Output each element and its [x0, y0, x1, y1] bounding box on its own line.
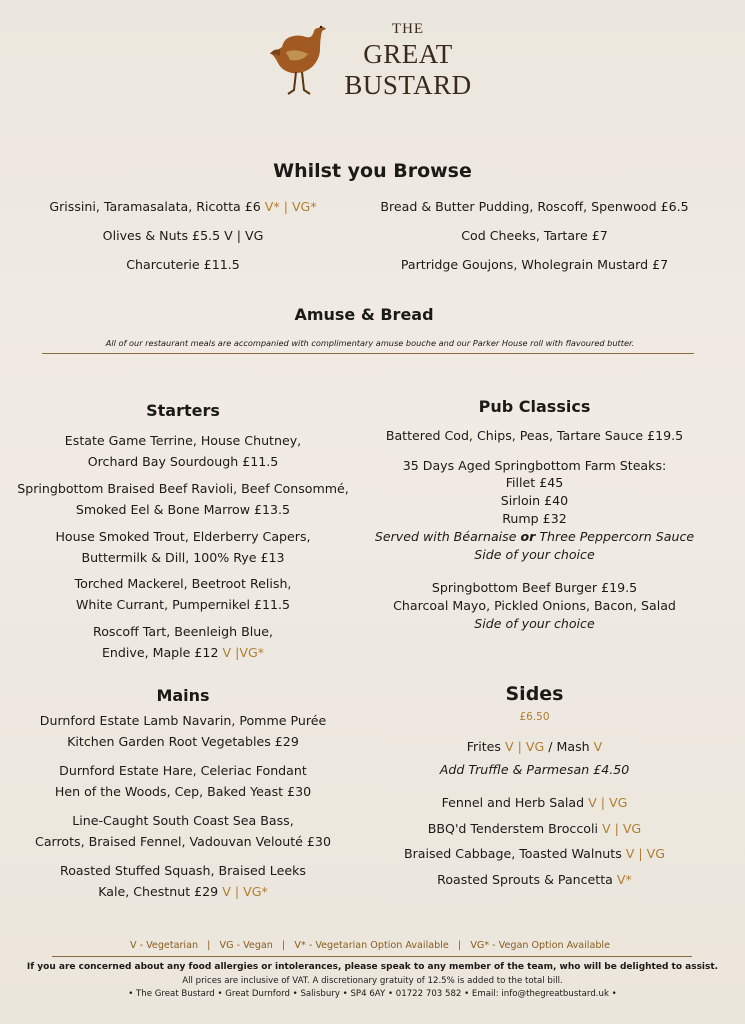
- browse-item-charcuterie: Charcuterie £11.5: [126, 257, 240, 272]
- starters-title: Starters: [146, 401, 220, 420]
- pub-item-cod: Battered Cod, Chips, Peas, Tartare Sauce £19.5: [385, 428, 684, 443]
- browse-title: Whilst you Browse: [273, 160, 472, 182]
- steak-sauce-note: Served with Béarnaise or Three Peppercorn Sauce: [374, 529, 695, 544]
- main-item: Durnford Estate Hare, Celeriac Fondant Hen of the Woods, Cep, Baked Yeast £30: [54, 763, 312, 799]
- side-item-frites-mash: Frites V | VG / Mash V: [466, 739, 603, 754]
- browse-item-olives: Olives & Nuts £5.5 V | VG: [102, 228, 264, 243]
- pub-item-steaks: 35 Days Aged Springbottom Farm Steaks:: [402, 458, 667, 473]
- address-line: • The Great Bustard • Great Durnford • Salisbury • SP4 6AY • 01722 703 582 • Email: info@thegreatbustard.uk •: [128, 989, 617, 999]
- dietary-legend: V - Vegetarian | VG - Vegan | V* - Vegetarian Option Available | VG* - Vegan Option Available: [129, 940, 610, 951]
- allergy-notice: If you are concerned about any food allergies or intolerances, please speak to any member of the team, who will be delighted to assist.: [26, 962, 719, 972]
- steak-rump: Rump £32: [502, 511, 567, 526]
- main-item: Roasted Stuffed Squash, Braised Leeks Kale, Chestnut £29 V | VG*: [60, 863, 306, 899]
- amuse-divider: [42, 353, 694, 354]
- pub-classics-title: Pub Classics: [478, 397, 591, 416]
- steak-sirloin: Sirloin £40: [500, 493, 569, 508]
- side-item: BBQ'd Tenderstem Broccoli V | VG: [427, 821, 642, 836]
- starter-item: House Smoked Trout, Elderberry Capers, Buttermilk & Dill, 100% Rye £13: [55, 529, 311, 565]
- steak-fillet: Fillet £45: [505, 475, 564, 490]
- sides-price: £6.50: [519, 711, 550, 723]
- burger-side-note: Side of your choice: [474, 616, 595, 631]
- pub-item-burger: Springbottom Beef Burger £19.5: [431, 580, 638, 595]
- side-item: Braised Cabbage, Toasted Walnuts V | VG: [403, 846, 666, 861]
- amuse-note: All of our restaurant meals are accompanied with complimentary amuse bouche and our Parker House roll with flavoured butter.: [105, 338, 635, 348]
- main-item: Line-Caught South Coast Sea Bass, Carrots, Braised Fennel, Vadouvan Velouté £30: [35, 813, 331, 849]
- bustard-bird-icon: [266, 22, 334, 100]
- starter-item: Estate Game Terrine, House Chutney, Orchard Bay Sourdough £11.5: [64, 433, 302, 469]
- mains-title: Mains: [156, 686, 210, 705]
- starter-item: Roscoff Tart, Beenleigh Blue, Endive, Maple £12 V |VG*: [93, 624, 273, 660]
- brand-bustard: BUSTARD: [344, 70, 472, 100]
- amuse-title: Amuse & Bread: [294, 305, 434, 324]
- browse-item-partridge: Partridge Goujons, Wholegrain Mustard £7: [400, 257, 669, 272]
- vat-notice: All prices are inclusive of VAT. A discretionary gratuity of 12.5% is added to the total bill.: [182, 976, 563, 986]
- steak-side-note: Side of your choice: [474, 547, 595, 562]
- starter-item: Torched Mackerel, Beetroot Relish, White Currant, Pumpernikel £11.5: [74, 576, 292, 612]
- main-item: Durnford Estate Lamb Navarin, Pomme Purée Kitchen Garden Root Vegetables £29: [39, 713, 327, 749]
- browse-item-grissini: Grissini, Taramasalata, Ricotta £6 V* | VG*: [49, 199, 317, 214]
- burger-description: Charcoal Mayo, Pickled Onions, Bacon, Salad: [393, 598, 676, 613]
- side-item: Fennel and Herb Salad V | VG: [441, 795, 628, 810]
- side-truffle-addon: Add Truffle & Parmesan £4.50: [439, 762, 630, 777]
- starter-item: Springbottom Braised Beef Ravioli, Beef Consommé, Smoked Eel & Bone Marrow £13.5: [17, 481, 349, 517]
- side-item: Roasted Sprouts & Pancetta V*: [437, 872, 632, 887]
- sides-title: Sides: [505, 683, 564, 705]
- brand-logotype: [338, 22, 478, 99]
- browse-item-cod-cheeks: Cod Cheeks, Tartare £7: [461, 228, 608, 243]
- footer-divider: [52, 956, 692, 957]
- brand-great: GREAT: [363, 39, 453, 69]
- brand-the: THE: [391, 21, 425, 37]
- browse-item-pudding: Bread & Butter Pudding, Roscoff, Spenwood £6.5: [380, 199, 689, 214]
